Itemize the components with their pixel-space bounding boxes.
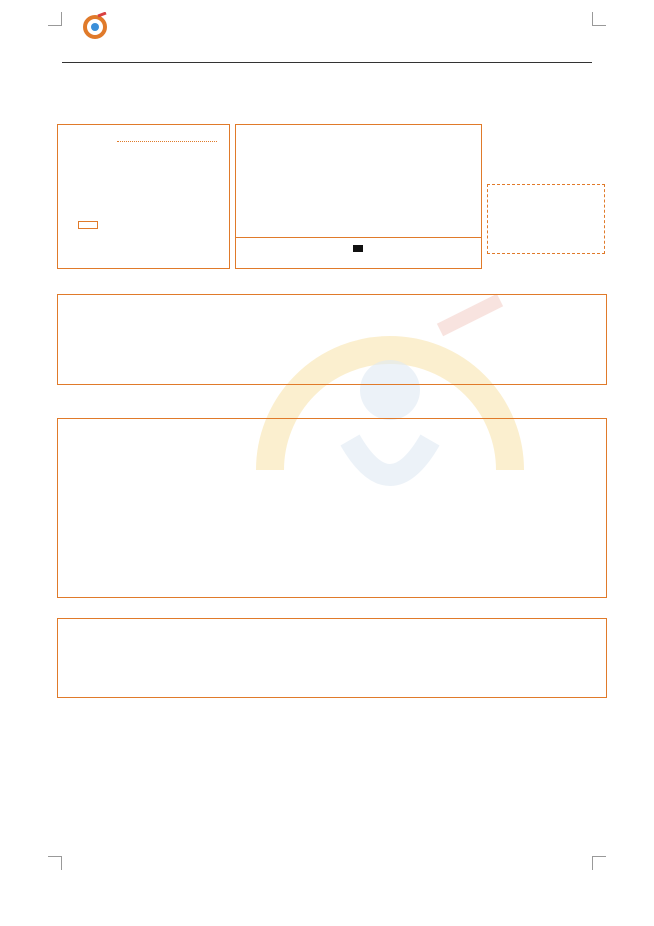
brand-logo <box>62 12 158 62</box>
section-2-answer-grid <box>57 418 607 598</box>
fill-example-mark <box>353 245 363 252</box>
qr-code-icon <box>528 856 580 908</box>
crop-mark-top-left <box>48 12 62 26</box>
candidate-info-box <box>57 124 230 269</box>
crop-mark-bottom-right <box>592 856 606 870</box>
notes-fill-divider <box>235 237 482 238</box>
logo-icon <box>82 12 108 40</box>
section-3-answer-grid <box>57 618 607 698</box>
crop-mark-bottom-left <box>48 856 62 870</box>
barcode-area <box>487 184 605 254</box>
examinee-mark-box[interactable] <box>78 221 98 229</box>
crop-mark-top-right <box>592 12 606 26</box>
section-1-answer-grid <box>57 294 607 385</box>
header-divider <box>62 62 592 63</box>
name-field[interactable] <box>117 141 217 142</box>
